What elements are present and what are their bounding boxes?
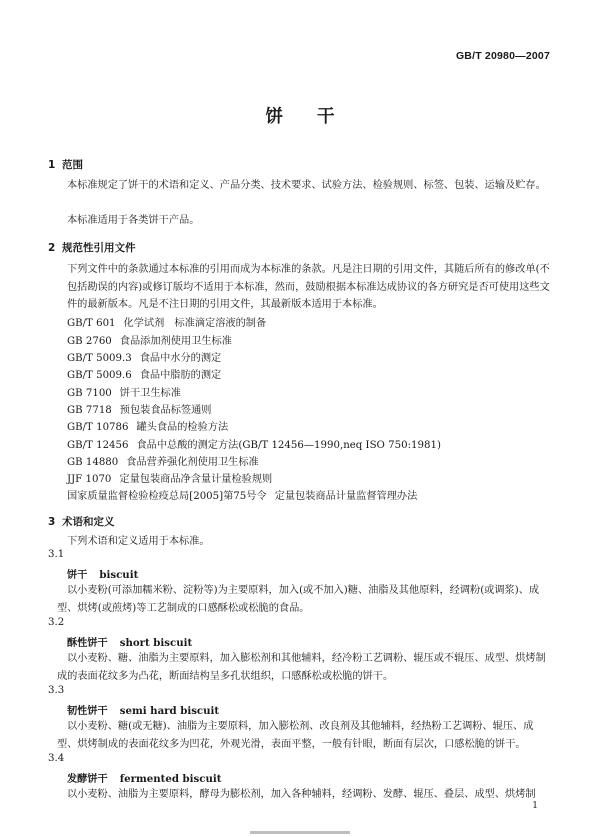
reference-item <box>67 401 211 416</box>
paragraph: 本标准规定了饼干的术语和定义、产品分类、技术要求、试验方法、检验规则、标签、包装、运输及贮存。 <box>67 180 546 191</box>
reference-item <box>67 366 221 381</box>
section-heading <box>48 514 115 529</box>
reference-title: 饼干卫生标准 <box>119 388 181 399</box>
clause-number: 3.3 <box>48 685 65 696</box>
reference-title: 食品中脂肪的测定 <box>139 370 222 381</box>
term-heading <box>67 634 192 649</box>
title-char-1: 饼 <box>265 107 283 127</box>
clause-number: 3.2 <box>48 617 65 628</box>
clause-number: 3.1 <box>48 549 65 560</box>
reference-code: GB/T 5009.3 <box>67 353 132 364</box>
reference-title: 食品营养强化剂使用卫生标准 <box>126 457 259 468</box>
clause-number: 3.4 <box>48 753 65 764</box>
reference-code: GB/T 5009.6 <box>67 370 132 381</box>
reference-item <box>67 384 181 399</box>
section-number: 3 <box>48 516 56 528</box>
term-heading <box>67 566 138 581</box>
reference-title: 定量包装商品计量监督管理办法 <box>274 491 418 502</box>
term-definition: 以小麦粉、糖、油脂为主要原料，加入膨松剂和其他辅料，经冷粉工艺调粉、辊压或不辊压、成型、烘烤制成的表面花纹多为凸花，断面结构呈多孔状组织，口感酥松或松脆的饼干。 <box>57 653 546 682</box>
term-heading <box>67 770 221 785</box>
reference-code: JJF 1070 <box>67 474 112 485</box>
page-number: 1 <box>532 801 538 811</box>
section-number: 1 <box>48 159 56 171</box>
document-title <box>0 103 600 128</box>
reference-item <box>67 332 232 347</box>
reference-code: GB 7100 <box>67 388 112 399</box>
reference-item <box>67 487 417 502</box>
term-zh: 酥性饼干 <box>67 638 108 649</box>
section-heading <box>48 240 136 255</box>
paragraph: 下列术语和定义适用于本标准。 <box>67 536 210 547</box>
term-en: biscuit <box>99 569 139 581</box>
paragraph: 下列文件中的条款通过本标准的引用而成为本标准的条款。凡是注日期的引用文件，其随后所有的修改单(不包括勘误的内容)或修订版均不适用于本标准，然而，鼓励根据本标准达成协议的各方研究是否可使用这些文件的最新版本。凡是不注日期的引用文件，其最新版本适用于本标准。 <box>67 264 550 310</box>
reference-code: GB/T 601 <box>67 318 116 329</box>
reference-item <box>67 436 441 451</box>
section-title: 术语和定义 <box>62 516 115 528</box>
reference-title: 食品中总酸的测定方法(GB/T 12456—1990,neq ISO 750:1981) <box>136 440 441 451</box>
reference-title: 食品中水分的测定 <box>139 353 222 364</box>
term-definition: 以小麦粉、糖(或无糖)、油脂为主要原料，加入膨松剂、改良剂及其他辅料，经热粉工艺调粉、辊压、成型、烘烤制成的表面花纹多为凹花，外观光滑，表面平整，一般有针眼，断面有层次，口感松脆的饼干。 <box>57 721 534 750</box>
reference-title: 食品添加剂使用卫生标准 <box>119 336 232 347</box>
term-definition: 以小麦粉(可添加糯米粉、淀粉等)为主要原料，加入(或不加入)糖、油脂及其他原料，经调粉(或调浆)、成型、烘烤(或煎烤)等工艺制成的口感酥松或松脆的食品。 <box>57 585 540 614</box>
reference-title: 预包装食品标签通则 <box>119 405 212 416</box>
reference-code: GB 7718 <box>67 405 112 416</box>
term-zh: 韧性饼干 <box>67 706 108 717</box>
reference-item <box>67 470 272 485</box>
reference-item <box>67 418 228 433</box>
term-en: fermented biscuit <box>119 773 222 785</box>
reference-item <box>67 314 266 329</box>
footer-divider <box>250 831 350 834</box>
reference-code: GB/T 12456 <box>67 440 129 451</box>
section-number: 2 <box>48 242 56 254</box>
reference-code: 国家质量监督检验检疫总局[2005]第75号令 <box>67 491 267 502</box>
section-title: 范围 <box>62 159 83 171</box>
term-zh: 饼干 <box>67 570 88 581</box>
reference-code: GB/T 10786 <box>67 422 129 433</box>
standard-number: GB/T 20980—2007 <box>455 50 550 62</box>
reference-title: 定量包装商品净含量计量检验规则 <box>119 474 273 485</box>
reference-code: GB 14880 <box>67 457 119 468</box>
reference-title: 罐头食品的检验方法 <box>136 422 229 433</box>
reference-code: GB 2760 <box>67 336 112 347</box>
section-heading <box>48 157 83 172</box>
term-heading <box>67 702 219 717</box>
term-en: short biscuit <box>119 637 193 649</box>
term-zh: 发酵饼干 <box>67 774 108 785</box>
paragraph: 本标准适用于各类饼干产品。 <box>67 215 200 226</box>
reference-title: 化学试剂 标准滴定溶液的制备 <box>123 318 267 329</box>
term-en: semi hard biscuit <box>119 705 220 717</box>
title-char-2: 干 <box>317 107 335 127</box>
reference-item <box>67 453 259 468</box>
section-title: 规范性引用文件 <box>62 242 136 254</box>
term-definition: 以小麦粉、油脂为主要原料，酵母为膨松剂，加入各种辅料，经调粉、发酵、辊压、叠层、成型、烘烤制 <box>67 789 536 800</box>
reference-item <box>67 349 221 364</box>
